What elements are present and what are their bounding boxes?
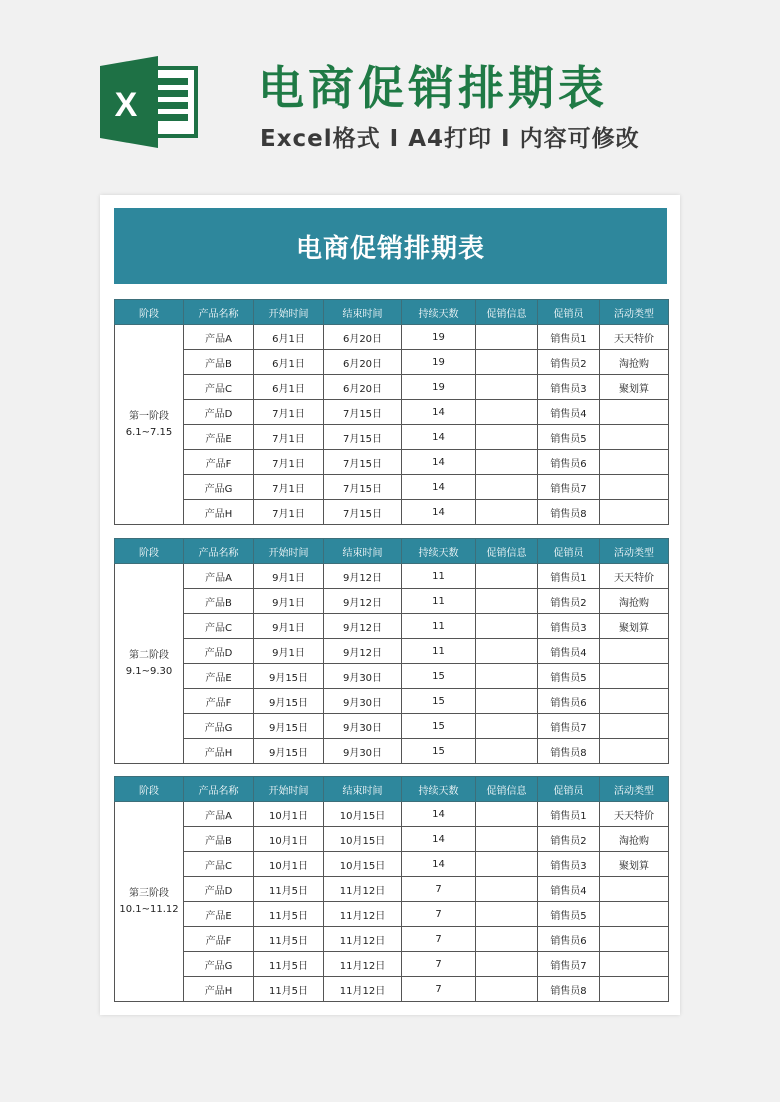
table-cell[interactable]: 19: [402, 350, 476, 375]
table-cell[interactable]: [600, 902, 669, 927]
table-row: [115, 639, 669, 664]
table-cell[interactable]: [476, 852, 538, 877]
table-cell[interactable]: [600, 500, 669, 525]
table-cell[interactable]: 销售员8: [538, 977, 600, 1002]
table-cell[interactable]: 15: [402, 739, 476, 764]
table-row: [115, 827, 669, 852]
table-cell[interactable]: 产品D: [184, 877, 254, 902]
table-row: [115, 425, 669, 450]
table-cell[interactable]: 9月1日: [254, 639, 324, 664]
table-cell[interactable]: 产品E: [184, 425, 254, 450]
table-cell[interactable]: 产品A: [184, 564, 254, 589]
table-cell[interactable]: [476, 375, 538, 400]
table-cell[interactable]: 产品G: [184, 952, 254, 977]
table-cell[interactable]: [476, 500, 538, 525]
table-cell[interactable]: 销售员1: [538, 325, 600, 350]
table-cell[interactable]: 产品G: [184, 714, 254, 739]
table-row: [115, 350, 669, 375]
table-cell[interactable]: 6月1日: [254, 325, 324, 350]
column-header: 活动类型: [600, 300, 669, 325]
table-cell[interactable]: [476, 400, 538, 425]
table-cell[interactable]: [476, 664, 538, 689]
table-cell[interactable]: 7: [402, 952, 476, 977]
table-cell[interactable]: 销售员1: [538, 802, 600, 827]
table-cell[interactable]: [476, 450, 538, 475]
table-row: [115, 802, 669, 827]
table-cell[interactable]: 产品F: [184, 927, 254, 952]
table-cell[interactable]: 9月12日: [324, 589, 402, 614]
table-cell[interactable]: 11月12日: [324, 952, 402, 977]
table-cell[interactable]: 产品B: [184, 827, 254, 852]
column-header: 促销员: [538, 539, 600, 564]
schedule-table-section-2: [114, 538, 669, 764]
table-cell[interactable]: 9月15日: [254, 664, 324, 689]
table-cell[interactable]: 19: [402, 325, 476, 350]
schedule-table-section-1: [114, 299, 669, 525]
table-cell[interactable]: 7月1日: [254, 400, 324, 425]
table-cell[interactable]: 产品F: [184, 689, 254, 714]
table-cell[interactable]: 11月5日: [254, 902, 324, 927]
table-cell[interactable]: [600, 639, 669, 664]
table-cell[interactable]: 10月15日: [324, 827, 402, 852]
table-row: [115, 325, 669, 350]
table-row: [115, 689, 669, 714]
table-row: [115, 400, 669, 425]
table-cell[interactable]: 9月12日: [324, 564, 402, 589]
table-cell[interactable]: 9月15日: [254, 689, 324, 714]
table-cell[interactable]: 销售员8: [538, 739, 600, 764]
column-header: 开始时间: [254, 539, 324, 564]
table-cell[interactable]: 产品A: [184, 802, 254, 827]
table-cell[interactable]: 9月30日: [324, 664, 402, 689]
page-subtitle: Excel格式 I A4打印 I 内容可修改: [260, 126, 640, 152]
table-cell[interactable]: 9月30日: [324, 689, 402, 714]
table-cell[interactable]: 销售员2: [538, 350, 600, 375]
stage-cell[interactable]: [115, 564, 184, 764]
column-header: 促销员: [538, 300, 600, 325]
table-row: [115, 977, 669, 1002]
table-cell[interactable]: 销售员4: [538, 400, 600, 425]
table-cell[interactable]: 销售员4: [538, 639, 600, 664]
table-cell[interactable]: 产品A: [184, 325, 254, 350]
stage-date-range: 10.1~11.12: [119, 903, 179, 915]
table-cell[interactable]: [476, 589, 538, 614]
table-cell[interactable]: 7月1日: [254, 475, 324, 500]
column-header: 产品名称: [184, 539, 254, 564]
table-cell[interactable]: [476, 952, 538, 977]
table-cell[interactable]: 天天特价: [600, 802, 669, 827]
table-cell[interactable]: 11月5日: [254, 977, 324, 1002]
table-cell[interactable]: 7月15日: [324, 400, 402, 425]
table-cell[interactable]: [600, 425, 669, 450]
table-cell[interactable]: 14: [402, 802, 476, 827]
table-cell[interactable]: 9月30日: [324, 739, 402, 764]
table-cell[interactable]: 14: [402, 475, 476, 500]
table-cell[interactable]: 7月1日: [254, 450, 324, 475]
table-cell[interactable]: 10月1日: [254, 852, 324, 877]
table-cell[interactable]: 14: [402, 827, 476, 852]
table-cell[interactable]: 9月15日: [254, 739, 324, 764]
table-cell[interactable]: 9月1日: [254, 614, 324, 639]
table-cell[interactable]: [476, 425, 538, 450]
column-header: 阶段: [115, 539, 184, 564]
table-cell[interactable]: 6月1日: [254, 375, 324, 400]
column-header: 结束时间: [324, 300, 402, 325]
column-header: 持续天数: [402, 539, 476, 564]
table-cell[interactable]: [476, 902, 538, 927]
table-row: [115, 714, 669, 739]
table-cell[interactable]: 11月12日: [324, 902, 402, 927]
table-cell[interactable]: 11月12日: [324, 927, 402, 952]
table-cell[interactable]: [600, 927, 669, 952]
column-header: 开始时间: [254, 300, 324, 325]
table-cell[interactable]: [476, 614, 538, 639]
table-cell[interactable]: 淘抢购: [600, 589, 669, 614]
table-cell[interactable]: 淘抢购: [600, 827, 669, 852]
table-cell[interactable]: 销售员7: [538, 714, 600, 739]
table-cell[interactable]: 销售员2: [538, 589, 600, 614]
schedule-table-section-3: [114, 776, 669, 1002]
table-cell[interactable]: [600, 664, 669, 689]
table-cell[interactable]: 7: [402, 902, 476, 927]
table-cell[interactable]: 10月1日: [254, 827, 324, 852]
table-cell[interactable]: 14: [402, 425, 476, 450]
column-header: 活动类型: [600, 777, 669, 802]
table-cell[interactable]: [476, 689, 538, 714]
column-header: 促销信息: [476, 300, 538, 325]
table-cell[interactable]: 销售员6: [538, 689, 600, 714]
table-cell[interactable]: 产品F: [184, 450, 254, 475]
table-cell[interactable]: 9月30日: [324, 714, 402, 739]
table-row: [115, 852, 669, 877]
table-cell[interactable]: 7: [402, 927, 476, 952]
table-cell[interactable]: 11月5日: [254, 877, 324, 902]
table-cell[interactable]: 产品E: [184, 902, 254, 927]
table-cell[interactable]: [476, 475, 538, 500]
table-cell[interactable]: 15: [402, 689, 476, 714]
table-cell[interactable]: 11: [402, 614, 476, 639]
table-cell[interactable]: [476, 564, 538, 589]
table-cell[interactable]: 销售员3: [538, 614, 600, 639]
table-cell[interactable]: 10月15日: [324, 802, 402, 827]
table-cell[interactable]: 7月1日: [254, 500, 324, 525]
table-cell[interactable]: [600, 475, 669, 500]
table-cell[interactable]: [600, 714, 669, 739]
table-cell[interactable]: [600, 739, 669, 764]
page-title: 电商促销排期表: [258, 61, 608, 115]
stage-date-range: 6.1~7.15: [125, 426, 173, 438]
table-cell[interactable]: 天天特价: [600, 564, 669, 589]
table-row: [115, 375, 669, 400]
table-cell[interactable]: [476, 827, 538, 852]
table-cell[interactable]: 产品B: [184, 350, 254, 375]
column-header: 阶段: [115, 777, 184, 802]
table-cell[interactable]: [476, 639, 538, 664]
table-cell[interactable]: 销售员3: [538, 852, 600, 877]
table-cell[interactable]: 销售员7: [538, 952, 600, 977]
sheet-title-banner: 电商促销排期表: [114, 208, 667, 284]
table-cell[interactable]: 14: [402, 450, 476, 475]
table-cell[interactable]: 14: [402, 500, 476, 525]
table-row: [115, 739, 669, 764]
table-cell[interactable]: 9月12日: [324, 614, 402, 639]
stage-name: 第三阶段: [129, 887, 169, 899]
table-cell[interactable]: 产品G: [184, 475, 254, 500]
stage-name: 第二阶段: [129, 649, 169, 661]
table-cell[interactable]: 14: [402, 400, 476, 425]
column-header: 产品名称: [184, 777, 254, 802]
table-cell[interactable]: [476, 350, 538, 375]
table-header-row: [115, 777, 669, 802]
table-cell[interactable]: 6月20日: [324, 350, 402, 375]
table-cell[interactable]: [476, 714, 538, 739]
table-cell[interactable]: 淘抢购: [600, 350, 669, 375]
table-header-row: [115, 300, 669, 325]
table-cell[interactable]: 产品D: [184, 400, 254, 425]
table-cell[interactable]: 产品B: [184, 589, 254, 614]
table-cell[interactable]: 9月1日: [254, 564, 324, 589]
table-cell[interactable]: 9月12日: [324, 639, 402, 664]
table-cell[interactable]: 产品H: [184, 739, 254, 764]
table-cell[interactable]: 销售员3: [538, 375, 600, 400]
table-cell[interactable]: [476, 802, 538, 827]
table-cell[interactable]: [600, 977, 669, 1002]
table-cell[interactable]: 产品H: [184, 500, 254, 525]
column-header: 持续天数: [402, 777, 476, 802]
stage-cell[interactable]: [115, 802, 184, 1002]
table-cell[interactable]: 聚划算: [600, 852, 669, 877]
table-cell[interactable]: [476, 325, 538, 350]
table-cell[interactable]: [600, 952, 669, 977]
table-cell[interactable]: 11月12日: [324, 977, 402, 1002]
table-cell[interactable]: 9月15日: [254, 714, 324, 739]
table-cell[interactable]: 产品C: [184, 375, 254, 400]
column-header: 促销信息: [476, 777, 538, 802]
column-header: 促销信息: [476, 539, 538, 564]
table-cell[interactable]: 10月15日: [324, 852, 402, 877]
table-cell[interactable]: [600, 400, 669, 425]
table-cell[interactable]: 销售员5: [538, 664, 600, 689]
table-cell[interactable]: 6月20日: [324, 375, 402, 400]
table-cell[interactable]: 产品C: [184, 852, 254, 877]
table-cell[interactable]: 产品D: [184, 639, 254, 664]
stage-cell[interactable]: [115, 325, 184, 525]
table-cell[interactable]: [476, 977, 538, 1002]
table-cell[interactable]: 销售员5: [538, 425, 600, 450]
stage-date-range: 9.1~9.30: [125, 665, 173, 677]
table-cell[interactable]: 聚划算: [600, 375, 669, 400]
table-header-row: [115, 539, 669, 564]
table-cell[interactable]: 15: [402, 714, 476, 739]
table-row: [115, 475, 669, 500]
table-cell[interactable]: 销售员6: [538, 927, 600, 952]
table-cell[interactable]: 销售员5: [538, 902, 600, 927]
table-row: [115, 500, 669, 525]
table-cell[interactable]: 14: [402, 852, 476, 877]
table-cell[interactable]: [476, 877, 538, 902]
table-cell[interactable]: 9月1日: [254, 589, 324, 614]
table-cell[interactable]: 11月5日: [254, 927, 324, 952]
table-cell[interactable]: 7: [402, 877, 476, 902]
column-header: 产品名称: [184, 300, 254, 325]
table-cell[interactable]: 11月12日: [324, 877, 402, 902]
table-cell[interactable]: 10月1日: [254, 802, 324, 827]
table-cell[interactable]: 7月15日: [324, 500, 402, 525]
table-cell[interactable]: 销售员8: [538, 500, 600, 525]
column-header: 促销员: [538, 777, 600, 802]
table-cell[interactable]: 产品H: [184, 977, 254, 1002]
table-cell[interactable]: 7月15日: [324, 450, 402, 475]
table-cell[interactable]: 15: [402, 664, 476, 689]
svg-text:X: X: [114, 86, 138, 124]
table-cell[interactable]: 11: [402, 564, 476, 589]
table-row: [115, 664, 669, 689]
table-cell[interactable]: 7月1日: [254, 425, 324, 450]
column-header: 结束时间: [324, 539, 402, 564]
table-cell[interactable]: 7: [402, 977, 476, 1002]
table-cell[interactable]: [476, 927, 538, 952]
excel-logo-icon: [100, 56, 200, 148]
table-cell[interactable]: 销售员1: [538, 564, 600, 589]
column-header: 持续天数: [402, 300, 476, 325]
table-cell[interactable]: 11月5日: [254, 952, 324, 977]
table-cell[interactable]: 产品C: [184, 614, 254, 639]
column-header: 活动类型: [600, 539, 669, 564]
table-cell[interactable]: 聚划算: [600, 614, 669, 639]
table-row: [115, 952, 669, 977]
table-cell[interactable]: 19: [402, 375, 476, 400]
table-cell[interactable]: [600, 689, 669, 714]
table-cell[interactable]: 销售员4: [538, 877, 600, 902]
table-cell[interactable]: 6月1日: [254, 350, 324, 375]
table-cell[interactable]: 11: [402, 639, 476, 664]
table-cell[interactable]: 11: [402, 589, 476, 614]
table-cell[interactable]: 销售员2: [538, 827, 600, 852]
column-header: 结束时间: [324, 777, 402, 802]
table-cell[interactable]: 7月15日: [324, 425, 402, 450]
table-cell[interactable]: 销售员6: [538, 450, 600, 475]
stage-name: 第一阶段: [129, 410, 169, 422]
table-cell[interactable]: [600, 450, 669, 475]
column-header: 阶段: [115, 300, 184, 325]
table-row: [115, 614, 669, 639]
table-cell[interactable]: 产品E: [184, 664, 254, 689]
table-row: [115, 589, 669, 614]
column-header: 开始时间: [254, 777, 324, 802]
table-cell[interactable]: [600, 877, 669, 902]
table-cell[interactable]: 天天特价: [600, 325, 669, 350]
table-row: [115, 877, 669, 902]
table-cell[interactable]: 销售员7: [538, 475, 600, 500]
table-cell[interactable]: [476, 739, 538, 764]
table-cell[interactable]: 6月20日: [324, 325, 402, 350]
table-row: [115, 927, 669, 952]
table-row: [115, 564, 669, 589]
table-cell[interactable]: 7月15日: [324, 475, 402, 500]
table-row: [115, 450, 669, 475]
table-row: [115, 902, 669, 927]
